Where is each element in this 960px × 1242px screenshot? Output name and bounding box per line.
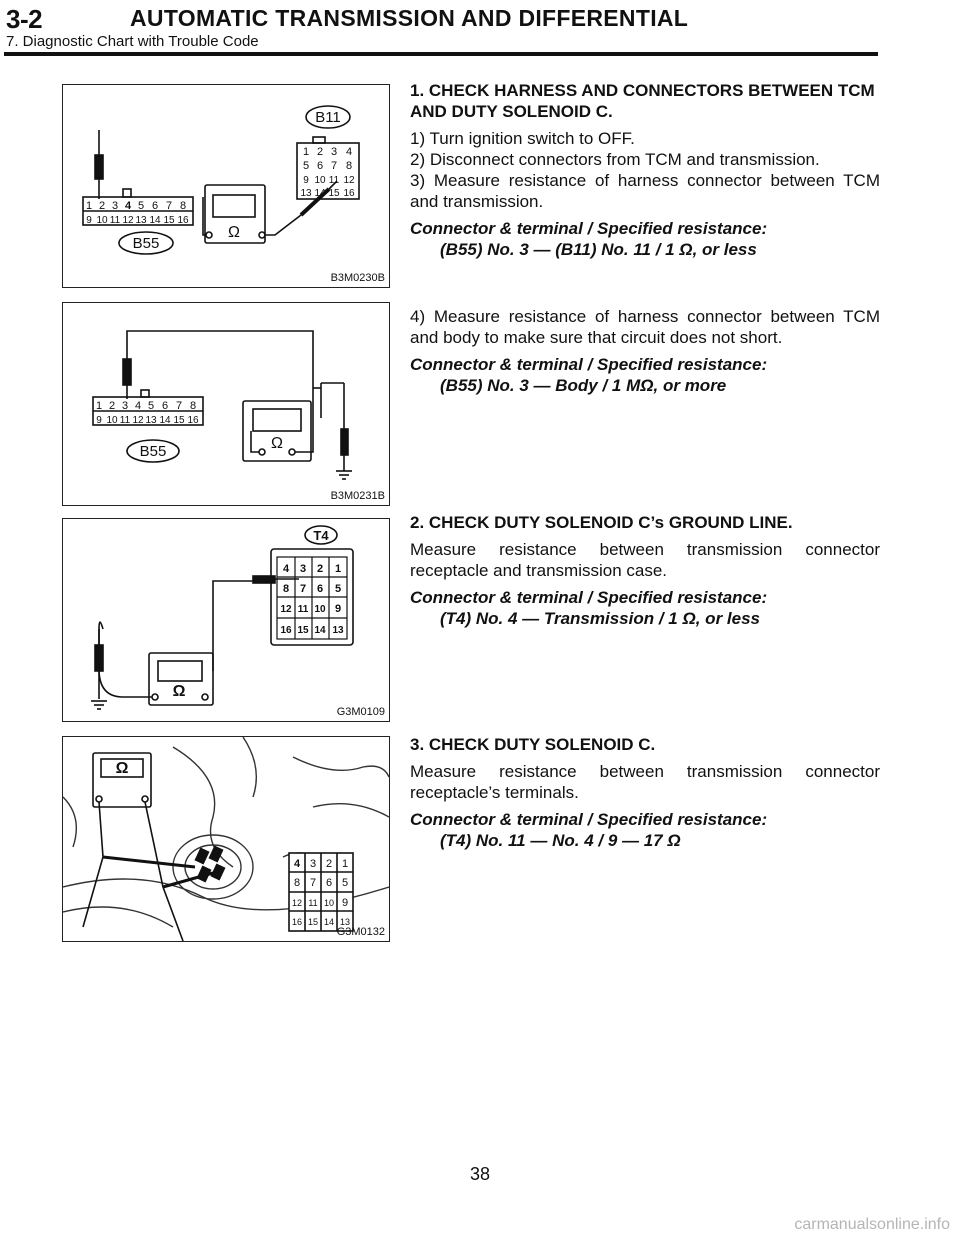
label-b55: B55 [132, 235, 160, 252]
pin: 15 [328, 188, 340, 199]
pin: 6 [161, 400, 169, 412]
pin: 15 [173, 415, 185, 426]
pin: 2 [316, 563, 324, 575]
step-1-item-2: 2) Disconnect connectors from TCM and transmission. [410, 150, 820, 169]
pin: 7 [309, 877, 317, 889]
step-3-title: 3. CHECK DUTY SOLENOID C. [410, 735, 656, 754]
pin: 16 [291, 917, 303, 927]
figure-g3m0132 [62, 736, 390, 942]
pin: 3 [111, 200, 119, 212]
pin: 4 [293, 858, 301, 870]
step-1b-item-1: 4) Measure resistance of harness connector between TCM and body to make sure that circuit does not short. [410, 307, 880, 347]
ohm-symbol: Ω [172, 683, 186, 700]
pin: 14 [314, 625, 326, 636]
step-2-title: 2. CHECK DUTY SOLENOID C’s GROUND LINE. [410, 513, 793, 532]
pin: 14 [323, 917, 335, 927]
pin: 5 [147, 400, 155, 412]
pin: 13 [300, 188, 312, 199]
pin: 2 [316, 146, 324, 158]
harness-diagram-3 [63, 519, 389, 721]
pin: 8 [179, 200, 187, 212]
label-b11: B11 [315, 109, 341, 126]
pin: 3 [121, 400, 129, 412]
pin: 12 [122, 215, 134, 226]
pin: 2 [108, 400, 116, 412]
pin: 13 [145, 415, 157, 426]
section-number: 3-2 [6, 4, 43, 34]
step-2-spec-value: (T4) No. 4 — Transmission / 1 Ω, or less [440, 609, 760, 628]
pin: 16 [280, 625, 292, 636]
pin: 7 [330, 160, 338, 172]
pin: 6 [151, 200, 159, 212]
pin: 9 [334, 603, 342, 615]
pin: 16 [177, 215, 189, 226]
step-3-spec-value: (T4) No. 11 — No. 4 / 9 — 17 Ω [440, 831, 681, 850]
step-3-spec-label: Connector & terminal / Specified resistance: [410, 810, 768, 829]
pin: 1 [85, 200, 93, 212]
figure-b3m0231b [62, 302, 390, 506]
pin: 12 [280, 604, 292, 615]
pin: 4 [282, 563, 290, 575]
pin: 11 [119, 415, 131, 426]
page-subtitle: 7. Diagnostic Chart with Trouble Code [6, 33, 259, 50]
step-2-spec-label: Connector & terminal / Specified resistance: [410, 588, 768, 607]
pin: 13 [135, 215, 147, 226]
figure-caption: B3M0231B [330, 490, 385, 502]
pin: 12 [343, 175, 355, 186]
pin: 1 [302, 146, 310, 158]
pin: 6 [316, 160, 324, 172]
pin: 4 [134, 400, 142, 412]
pin: 13 [339, 917, 351, 927]
page-title: AUTOMATIC TRANSMISSION AND DIFFERENTIAL [130, 5, 689, 31]
pin: 1 [95, 400, 103, 412]
transmission-photo-illustration [63, 737, 389, 941]
pin: 1 [341, 858, 349, 870]
step-1-item-1: 1) Turn ignition switch to OFF. [410, 129, 635, 148]
pin: 9 [303, 175, 309, 186]
pin: 9 [96, 415, 102, 426]
watermark: carmanualsonline.info [794, 1216, 950, 1233]
pin: 6 [316, 583, 324, 595]
pin: 2 [325, 858, 333, 870]
pin: 12 [132, 415, 144, 426]
step-1b-spec-label: Connector & terminal / Specified resistance: [410, 355, 768, 374]
pin: 10 [323, 898, 335, 908]
ohm-symbol: Ω [115, 760, 129, 777]
pin: 8 [282, 583, 290, 595]
label-t4: T4 [313, 528, 329, 543]
pin: 11 [308, 898, 318, 908]
step-2-block [410, 512, 880, 629]
pin: 15 [307, 917, 319, 927]
pin: 14 [314, 188, 326, 199]
step-1b-spec-value: (B55) No. 3 — Body / 1 MΩ, or more [440, 376, 727, 395]
harness-diagram-2 [63, 303, 389, 505]
pin: 14 [159, 415, 171, 426]
ohm-symbol: Ω [271, 435, 283, 452]
pin: 16 [187, 415, 199, 426]
pin: 9 [341, 897, 349, 909]
label-b55: B55 [139, 443, 167, 460]
figure-caption: B3M0230B [330, 272, 385, 284]
pin: 8 [345, 160, 353, 172]
pin: 4 [345, 146, 353, 158]
pin: 11 [297, 604, 309, 615]
figure-b3m0230b [62, 84, 390, 288]
harness-diagram-1 [63, 85, 389, 287]
pin: 7 [299, 583, 307, 595]
pin: 5 [334, 583, 342, 595]
pin: 5 [302, 160, 310, 172]
step-1-spec-value: (B55) No. 3 — (B11) No. 11 / 1 Ω, or less [440, 240, 757, 259]
step-3-item-1: Measure resistance between transmission connector receptacle’s terminals. [410, 762, 880, 802]
pin: 14 [149, 215, 161, 226]
figure-caption: G3M0109 [336, 706, 385, 718]
step-1-spec-label: Connector & terminal / Specified resistance: [410, 219, 768, 238]
pin: 1 [334, 563, 342, 575]
pin: 11 [328, 175, 340, 186]
pin: 9 [86, 215, 92, 226]
pin: 13 [332, 625, 344, 636]
pin: 3 [299, 563, 307, 575]
pin: 6 [325, 877, 333, 889]
figure-caption: G3M0132 [336, 926, 385, 938]
pin: 2 [98, 200, 106, 212]
pin: 10 [314, 175, 326, 186]
pin: 8 [293, 877, 301, 889]
pin: 7 [165, 200, 173, 212]
ohm-symbol: Ω [228, 224, 240, 241]
pin: 3 [309, 858, 317, 870]
pin: 10 [106, 415, 118, 426]
figure-g3m0109 [62, 518, 390, 722]
step-1b-block [410, 306, 880, 396]
pin: 15 [297, 625, 309, 636]
page-number: 38 [469, 1164, 491, 1184]
pin: 7 [175, 400, 183, 412]
pin: 16 [343, 188, 355, 199]
step-1-title: 1. CHECK HARNESS AND CONNECTORS BETWEEN TCM AND DUTY SOLENOID C. [410, 81, 875, 121]
pin: 4 [124, 200, 132, 212]
pin: 10 [314, 604, 326, 615]
pin: 10 [96, 215, 108, 226]
pin: 8 [189, 400, 197, 412]
step-3-block [410, 734, 880, 851]
pin: 3 [330, 146, 338, 158]
pin: 5 [137, 200, 145, 212]
step-1-block [410, 80, 880, 260]
pin: 12 [291, 898, 303, 908]
step-1-item-3: 3) Measure resistance of harness connector between TCM and transmission. [410, 171, 880, 211]
pin: 5 [341, 877, 349, 889]
pin: 11 [109, 215, 121, 226]
pin: 15 [163, 215, 175, 226]
step-2-item-1: Measure resistance between transmission connector receptacle and transmission case. [410, 540, 880, 580]
header-rule [4, 52, 878, 56]
